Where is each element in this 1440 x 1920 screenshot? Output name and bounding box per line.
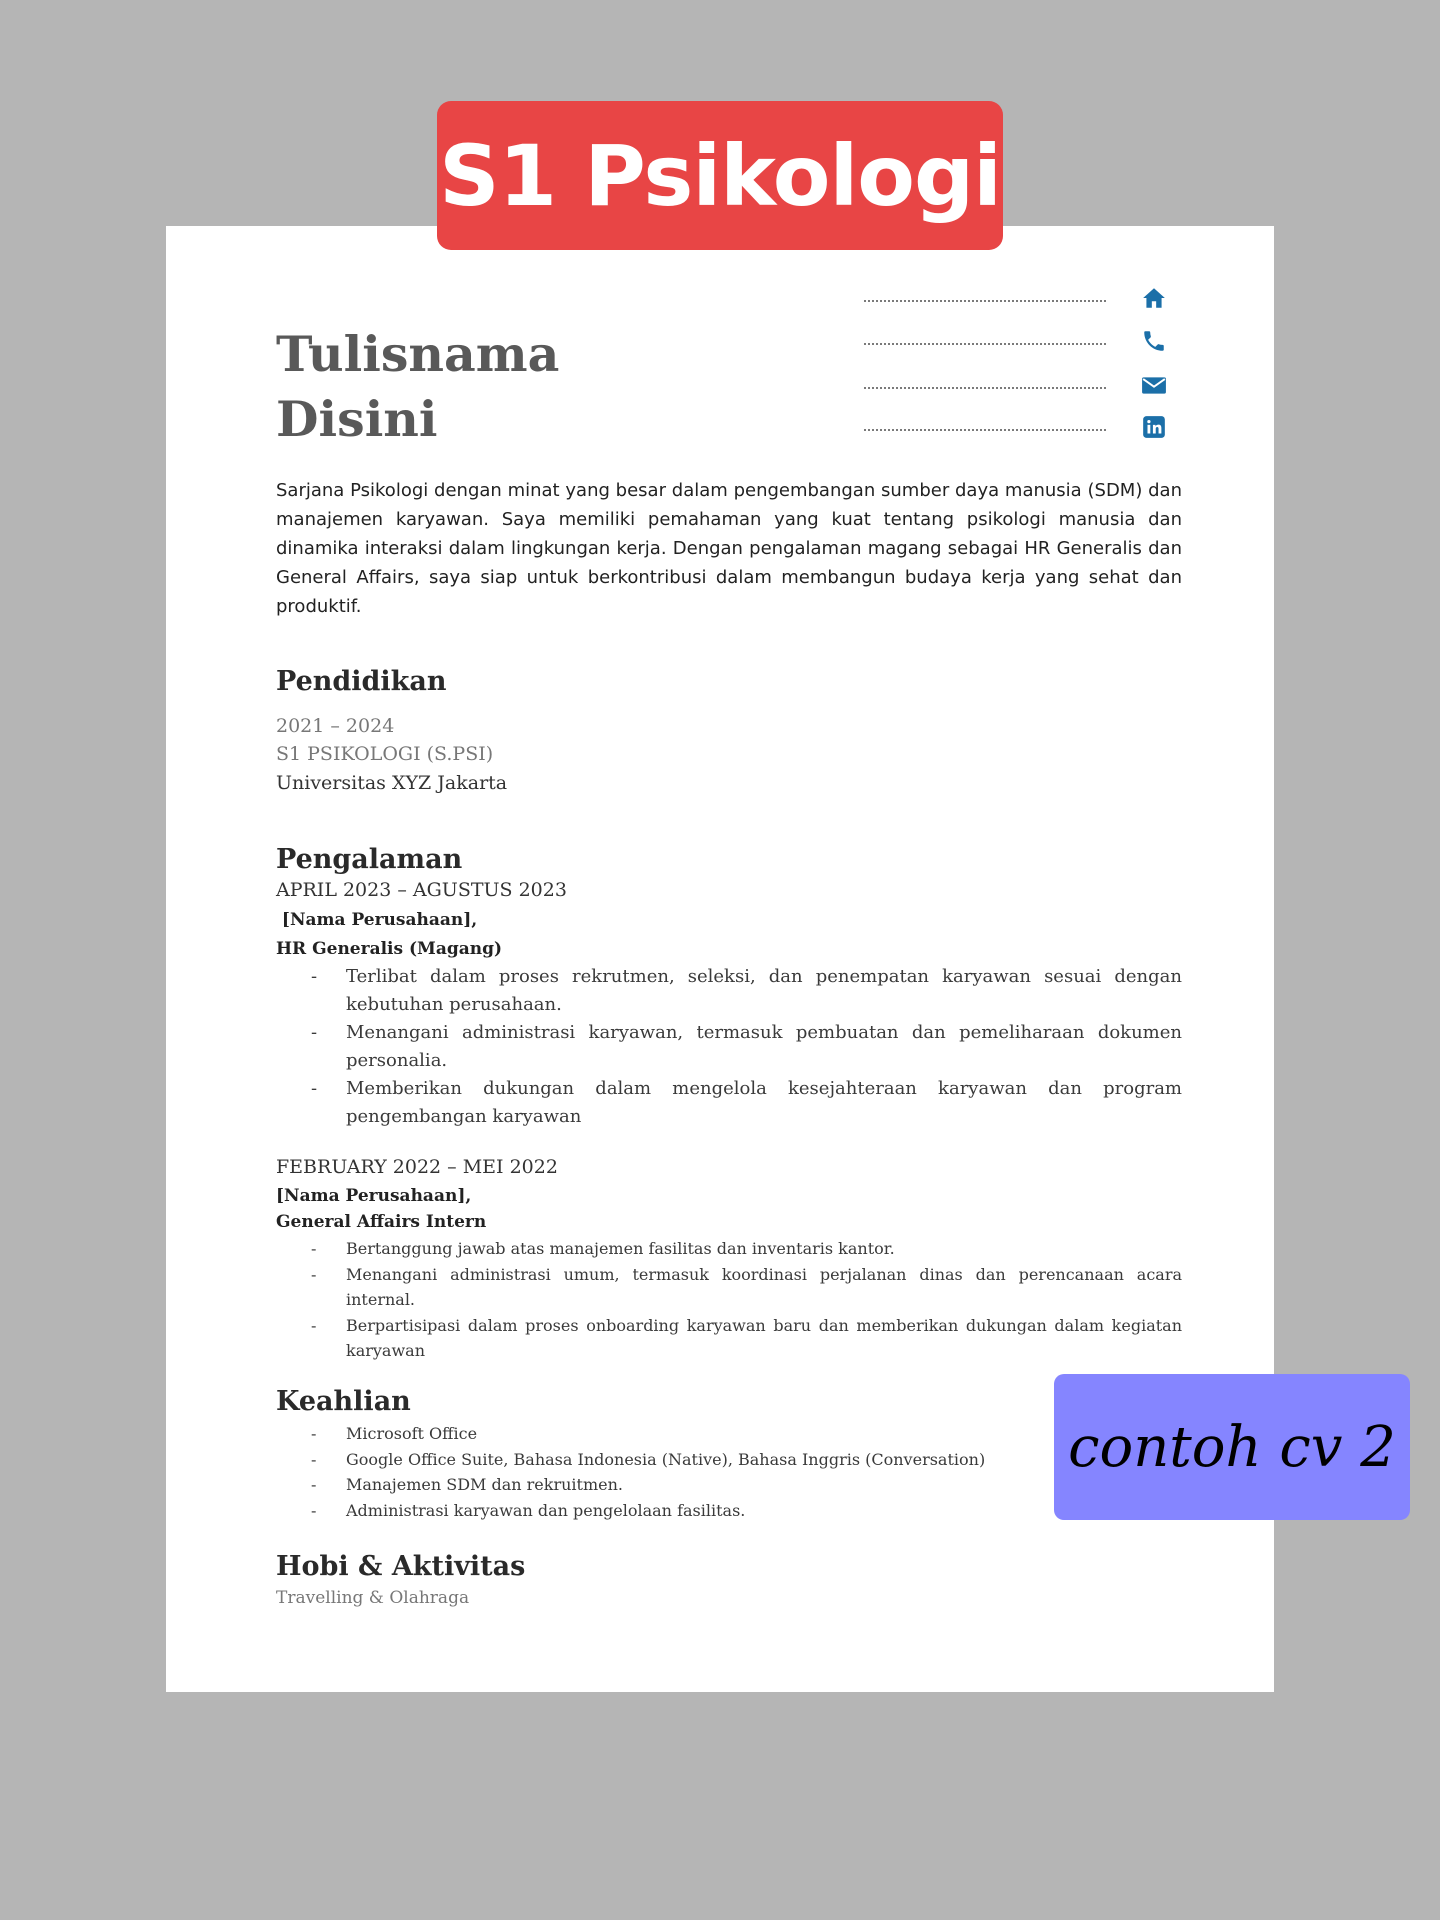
list-item: - Google Office Suite, Bahasa Indonesia (Native), Bahasa Inggris (Conversation)	[306, 1447, 1182, 1473]
phone-icon	[1141, 328, 1167, 354]
job-company: [Nama Perusahaan],	[276, 1186, 472, 1206]
list-item: - Manajemen SDM dan rekruitmen.	[306, 1472, 1182, 1498]
list-item: - Administrasi karyawan dan pengelolaan fasilitas.	[306, 1498, 1182, 1524]
home-icon	[1141, 285, 1167, 311]
education-school: Universitas XYZ Jakarta	[276, 772, 508, 794]
skills-list	[306, 1421, 1182, 1523]
contact-placeholder-line	[864, 343, 1106, 345]
title-banner: S1 Psikologi	[437, 101, 1003, 250]
contact-placeholder-line	[864, 429, 1106, 431]
list-item: - Terlibat dalam proses rekrutmen, seleksi, dan penempatan karyawan sesuai dengan kebutuhan perusahaan.	[306, 963, 1182, 1019]
contact-placeholder-line	[864, 300, 1106, 302]
education-degree: S1 PSIKOLOGI (S.PSI)	[276, 743, 494, 765]
job-period: APRIL 2023 – AGUSTUS 2023	[276, 879, 567, 901]
cv-name-first: Tulisnama	[276, 325, 560, 383]
education-years: 2021 – 2024	[276, 715, 395, 737]
list-item: - Bertanggung jawab atas manajemen fasilitas dan inventaris kantor.	[306, 1236, 1182, 1262]
hobbies-text: Travelling & Olahraga	[276, 1588, 470, 1608]
contact-address-row	[864, 285, 1164, 311]
cv-name-last: Disini	[276, 390, 438, 448]
job-duties-list	[306, 963, 1182, 1131]
cv-summary: Sarjana Psikologi dengan minat yang besar dalam pengembangan sumber daya manusia (SDM) dan manajemen karyawan. Saya memiliki pemahaman yang kuat tentang psikologi manusia dan dinamika interaksi dalam lingkungan kerja. Dengan pengalaman magang sebagai HR Generalis dan General Affairs, saya siap untuk berkontribusi dalam membangun budaya kerja yang sehat dan produktif.	[276, 480, 1182, 617]
job-role: General Affairs Intern	[276, 1212, 487, 1232]
education-heading: Pendidikan	[276, 666, 447, 697]
list-item: - Menangani administrasi umum, termasuk koordinasi perjalanan dinas dan perencanaan acara internal.	[306, 1262, 1182, 1313]
job-role: HR Generalis (Magang)	[276, 939, 503, 959]
contact-placeholder-line	[864, 387, 1106, 389]
job-period: FEBRUARY 2022 – MEI 2022	[276, 1156, 558, 1178]
list-item: - Berpartisipasi dalam proses onboarding karyawan baru dan memberikan dukungan dalam kegiatan karyawan	[306, 1313, 1182, 1364]
list-item: - Menangani administrasi karyawan, termasuk pembuatan dan pemeliharaan dokumen personalia.	[306, 1019, 1182, 1075]
job-duties-list	[306, 1236, 1182, 1364]
linkedin-icon	[1141, 414, 1167, 440]
list-item: - Memberikan dukungan dalam mengelola kesejahteraan karyawan dan program pengembangan karyawan	[306, 1075, 1182, 1131]
email-icon	[1141, 372, 1167, 398]
skills-heading: Keahlian	[276, 1386, 411, 1417]
job-company: [Nama Perusahaan],	[276, 910, 478, 930]
hobbies-heading: Hobi & Aktivitas	[276, 1551, 526, 1582]
cv-name	[276, 322, 559, 452]
experience-heading: Pengalaman	[276, 844, 463, 875]
list-item: - Microsoft Office	[306, 1421, 1182, 1447]
example-tag: contoh cv 2	[1054, 1374, 1410, 1520]
contact-email-row	[864, 372, 1164, 398]
contact-phone-row	[864, 328, 1164, 354]
contact-linkedin-row	[864, 414, 1164, 440]
